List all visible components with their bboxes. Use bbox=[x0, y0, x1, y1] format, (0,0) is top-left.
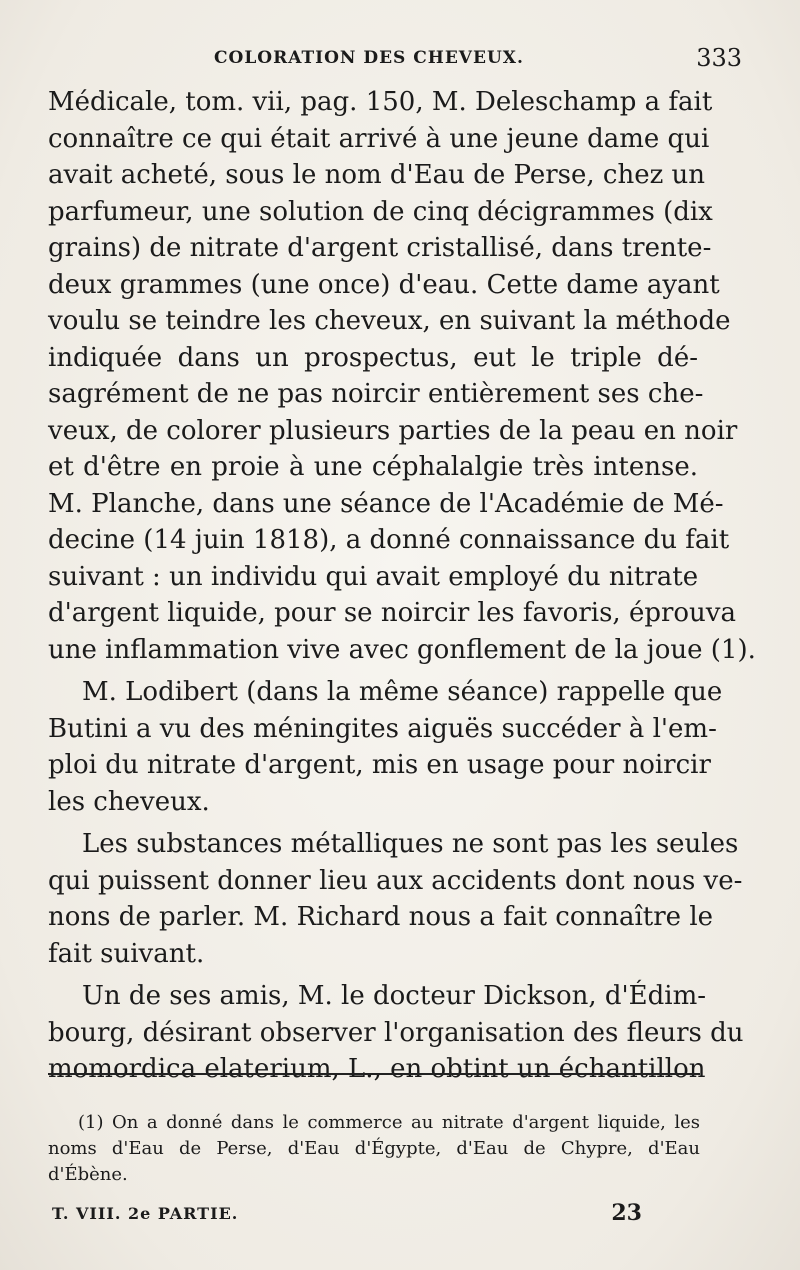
text-line: une inflammation vive avec gonflement de la joue (1). bbox=[48, 634, 756, 665]
paragraph-4 bbox=[48, 978, 744, 1088]
text-line: momordica elaterium, L., en obtint un échantillon bbox=[48, 1054, 706, 1084]
text-line: Médicale, tom. vii, pag. 150, M. Deleschamp a fait bbox=[48, 87, 713, 117]
text-line: les cheveux. bbox=[48, 786, 210, 817]
text-line: suivant : un individu qui avait employé du nitrate bbox=[48, 561, 699, 592]
text-line: Les substances métalliques ne sont pas les seules bbox=[82, 829, 739, 859]
text-line: sagrément de ne pas noircir entièrement ses che- bbox=[48, 379, 704, 409]
running-title: COLORATION DES CHEVEUX. bbox=[214, 48, 524, 68]
body-text bbox=[48, 84, 756, 1088]
text-line: Butini a vu des méningites aiguës succéder à l'em- bbox=[48, 713, 717, 744]
text-line: fait suivant. bbox=[48, 938, 205, 969]
footnote-divider bbox=[48, 1073, 700, 1075]
text-line: Un de ses amis, M. le docteur Dickson, d'Édim- bbox=[82, 981, 707, 1011]
paragraph-2 bbox=[48, 674, 723, 820]
volume-mark: T. VIII. 2e PARTIE. bbox=[52, 1204, 239, 1223]
text-line: grains) de nitrate d'argent cristallisé, dans trente- bbox=[48, 233, 712, 263]
text-line: connaître ce qui était arrivé à une jeune dame qui bbox=[48, 123, 710, 154]
text-line: avait acheté, sous le nom d'Eau de Perse, chez un bbox=[48, 160, 706, 190]
text-line: M. Lodibert (dans la même séance) rappelle que bbox=[82, 677, 723, 707]
footnote-line: (1) On a donné dans le commerce au nitrate d'argent liquide, les bbox=[78, 1112, 700, 1133]
text-line: et d'être en proie à une céphalalgie très intense. bbox=[48, 452, 698, 482]
running-head bbox=[46, 38, 742, 78]
text-line: deux grammes (une once) d'eau. Cette dame ayant bbox=[48, 269, 720, 300]
text-line: veux, de colorer plusieurs parties de la peau en noir bbox=[48, 415, 738, 446]
text-line: voulu se teindre les cheveux, en suivant la méthode bbox=[48, 306, 731, 336]
footnote-line: d'Ébène. bbox=[48, 1164, 128, 1185]
text-line: parfumeur, une solution de cinq décigrammes (dix bbox=[48, 196, 713, 227]
text-line: M. Planche, dans une séance de l'Académie de Mé- bbox=[48, 488, 724, 519]
text-line: decine (14 juin 1818), a donné connaissance du fait bbox=[48, 525, 730, 555]
text-line: bourg, désirant observer l'organisation des fleurs du bbox=[48, 1017, 744, 1048]
printer-signature bbox=[52, 1200, 702, 1230]
paragraph-3 bbox=[48, 826, 743, 972]
paragraph-1 bbox=[48, 84, 756, 668]
sheet-number: 23 bbox=[611, 1200, 642, 1226]
footnote bbox=[48, 1110, 700, 1188]
text-line: ploi du nitrate d'argent, mis en usage pour noircir bbox=[48, 750, 711, 780]
text-line: d'argent liquide, pour se noircir les favoris, éprouva bbox=[48, 598, 736, 628]
text-line: indiquée dans un prospectus, eut le triple dé- bbox=[48, 342, 698, 373]
footnote-line: noms d'Eau de Perse, d'Eau d'Égypte, d'Eau de Chypre, d'Eau bbox=[48, 1138, 700, 1159]
text-line: qui puissent donner lieu aux accidents dont nous ve- bbox=[48, 865, 743, 896]
text-line: nons de parler. M. Richard nous a fait connaître le bbox=[48, 902, 714, 932]
page-number: 333 bbox=[696, 44, 742, 72]
